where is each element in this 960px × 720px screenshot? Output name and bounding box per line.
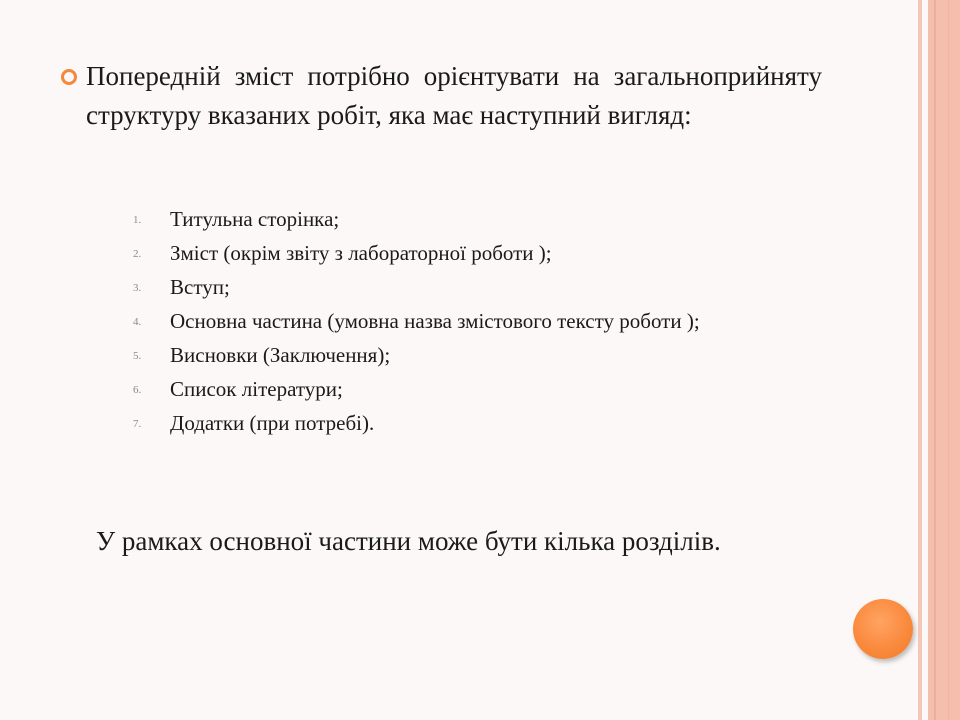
list-item <box>130 410 822 436</box>
list-item-text: Додатки (при потребі). <box>170 411 375 435</box>
list-item-text: Основна частина (умовна назва змістового тексту роботи ); <box>170 309 700 333</box>
list-number: 4. <box>133 316 142 328</box>
list-item <box>130 342 822 368</box>
list-number: 7. <box>133 418 142 430</box>
decor-stripe-wide <box>928 0 960 720</box>
list-item <box>130 376 822 402</box>
list-number: 1. <box>133 214 142 226</box>
footer-paragraph: У рамках основної частини може бути кілька розділів. <box>96 526 721 556</box>
list-item-text: Вступ; <box>170 275 230 299</box>
list-item <box>130 308 822 334</box>
list-item <box>130 206 822 232</box>
structure-list <box>130 206 822 444</box>
list-number: 3. <box>133 282 142 294</box>
list-number: 6. <box>133 384 142 396</box>
list-item-text: Висновки (Заключення); <box>170 343 391 367</box>
list-item-text: Зміст (окрім звіту з лабораторної роботи ); <box>170 241 552 265</box>
list-number: 2. <box>133 248 142 260</box>
list-number: 5. <box>133 350 142 362</box>
circle-bullet-icon <box>61 69 77 85</box>
orange-circle-icon <box>853 599 913 659</box>
list-item <box>130 240 822 266</box>
decor-stripe-line <box>934 0 936 720</box>
list-item-text: Список літератури; <box>170 377 343 401</box>
main-paragraph: Попередній зміст потрібно орієнтувати на загальноприйняту структуру вказаних робіт, яка має наступний вигляд: <box>86 61 822 130</box>
decor-stripe-line <box>948 0 949 720</box>
decor-stripe-thin <box>918 0 922 720</box>
list-item <box>130 274 822 300</box>
list-item-text: Титульна сторінка; <box>170 207 340 231</box>
